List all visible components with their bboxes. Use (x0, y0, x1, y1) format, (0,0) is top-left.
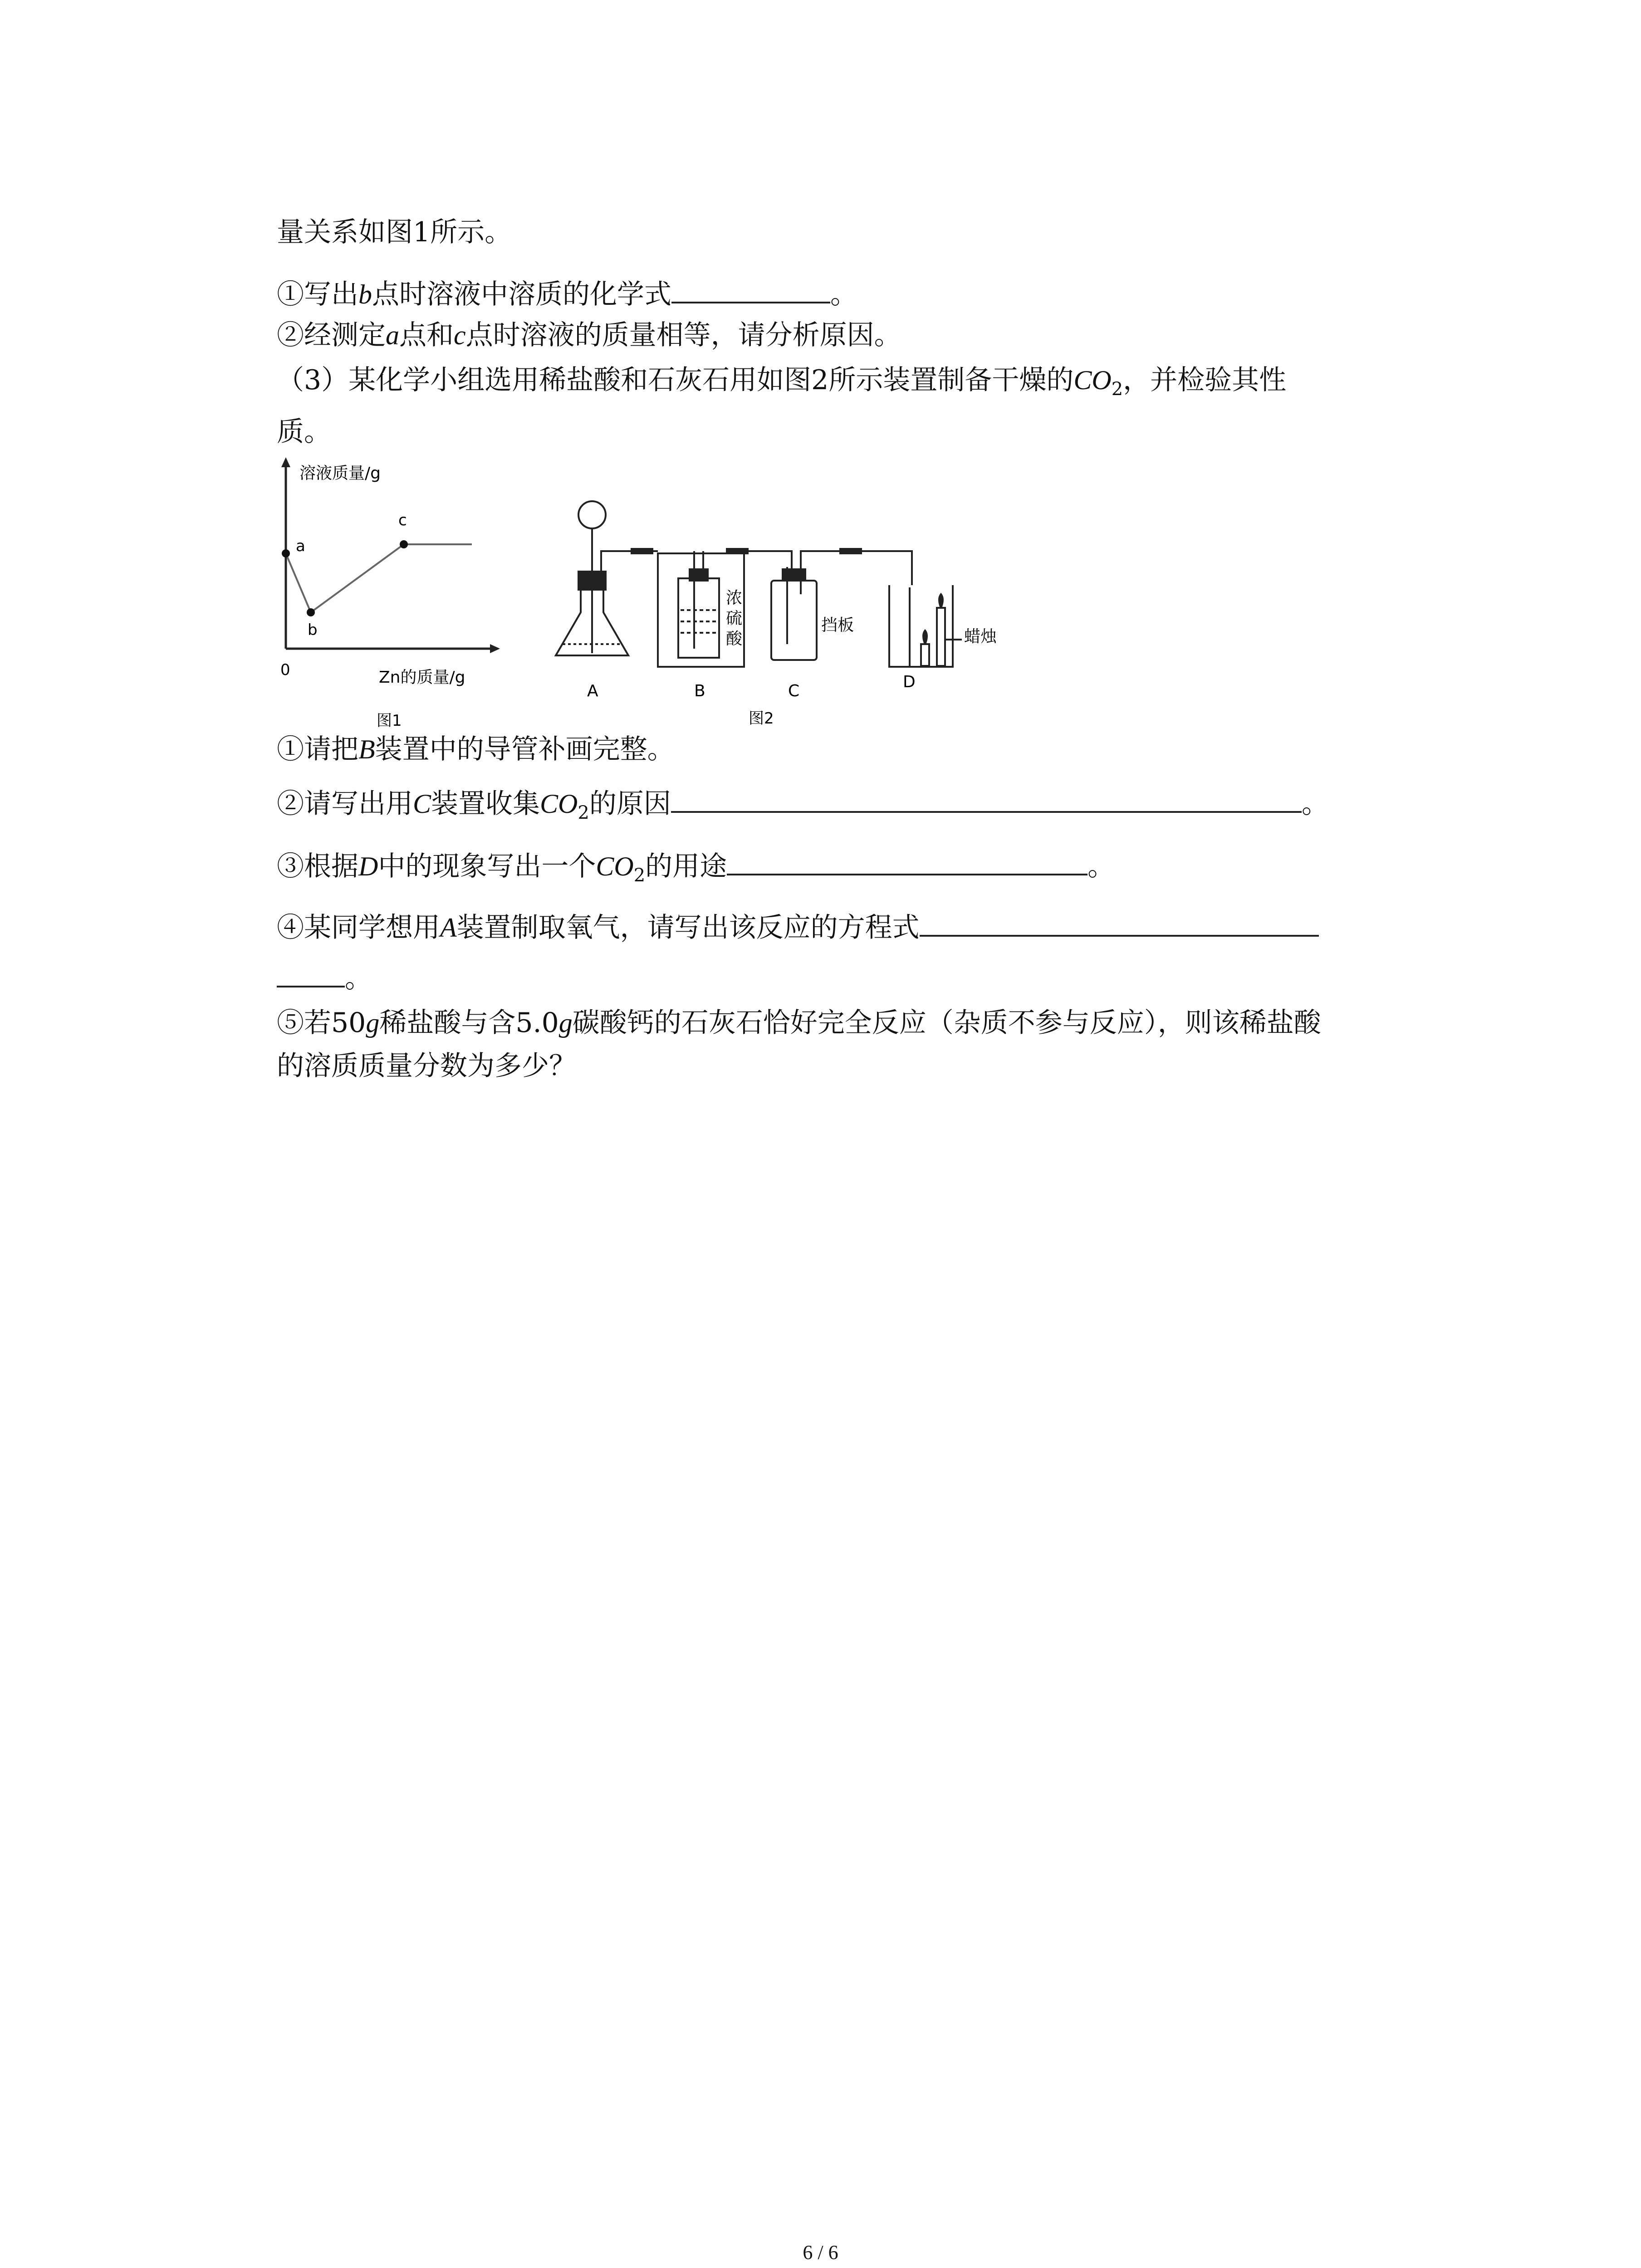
apparatus-c (749, 551, 912, 660)
question-b-formula (277, 275, 857, 313)
question-ac-mass (277, 317, 901, 353)
q-text: ③根据 (277, 850, 358, 882)
number: 50 (331, 1007, 366, 1039)
q-text: ①请把 (277, 733, 358, 765)
q-text: ⑤若 (277, 1007, 331, 1039)
unit-g: g (366, 1008, 380, 1038)
answer-blank[interactable] (277, 959, 345, 987)
sub-question-5 (277, 1005, 1321, 1041)
q-text: （3）某化学小组选用稀盐酸和石灰石用如图2所示装置制备干燥的 (277, 364, 1074, 396)
q-text: ②经测定 (277, 319, 386, 351)
y-axis-label: 溶液质量/g (299, 464, 381, 483)
q-text: 点时溶液的质量相等，请分析原因。 (465, 319, 901, 351)
unit-g: g (558, 1008, 573, 1038)
sub-question-4 (277, 909, 1319, 946)
q-text: 装置制取氧气，请写出该反应的方程式 (456, 912, 920, 943)
point-b-label: b (308, 621, 318, 639)
answer-blank[interactable] (671, 275, 830, 303)
chem-co2: CO (596, 851, 634, 881)
y-axis-arrow (281, 457, 290, 467)
connector-1 (631, 548, 653, 554)
acid-char-3: 酸 (726, 630, 743, 648)
q-text: ④某同学想用 (277, 912, 440, 943)
figure-2-caption: 图2 (749, 709, 774, 728)
subscript: 2 (633, 865, 646, 886)
point-b (307, 608, 315, 616)
var-d: D (358, 851, 378, 881)
sub-question-5-cont (277, 1048, 576, 1084)
period: 。 (345, 963, 372, 994)
label-b: B (694, 682, 705, 700)
sub-question-1 (277, 731, 675, 767)
q-text: 中的现象写出一个 (378, 850, 596, 882)
chem-co2: CO (540, 789, 578, 819)
q-text: 的用途 (645, 850, 727, 882)
apparatus-d (889, 585, 962, 667)
figure-1-caption: 图1 (377, 712, 402, 730)
answer-blank[interactable] (920, 909, 1319, 937)
var-b: B (358, 734, 375, 764)
q-text: 点和 (399, 319, 454, 351)
subscript: 2 (1111, 379, 1123, 400)
number: 5.0 (515, 1007, 559, 1039)
period: 。 (1301, 788, 1329, 820)
point-c-label: c (398, 511, 407, 529)
label-a: A (587, 682, 598, 700)
x-axis-arrow (490, 644, 500, 653)
part-3-intro (277, 362, 1286, 407)
var-a: A (440, 913, 457, 943)
period: 。 (830, 279, 857, 310)
q-text: 碳酸钙的石灰石恰好完全反应（杂质不参与反应），则该稀盐酸 (572, 1007, 1321, 1039)
q-text: 点时溶液中溶质的化学式 (372, 279, 671, 310)
point-a-label: a (296, 537, 305, 555)
q-text: ②请写出用 (277, 788, 413, 820)
text-line-1 (277, 214, 512, 250)
chem-co2: CO (1073, 365, 1112, 395)
q-text: ①写出 (277, 279, 358, 310)
q-text: 的原因 (589, 788, 671, 820)
var-c: C (413, 789, 431, 819)
point-c (400, 540, 408, 548)
figure-2-apparatus (544, 494, 1021, 739)
q-text: 装置中的导管补画完整。 (375, 733, 675, 765)
x-axis-label: Zn的质量/g (379, 668, 465, 687)
origin-label: 0 (280, 661, 290, 679)
point-a (282, 549, 290, 557)
q-text: ，并检验其性 (1123, 364, 1287, 396)
var-c: c (454, 320, 466, 350)
var-a: a (386, 320, 399, 350)
q-text: 稀盐酸与含 (379, 1007, 516, 1039)
sub-question-2 (277, 785, 1329, 831)
var-b: b (358, 279, 372, 309)
label-c: C (788, 682, 800, 700)
q-text: 的溶质质量分数为多少？ (277, 1050, 576, 1082)
page-number: 6 / 6 (803, 2241, 838, 2263)
q-text: 装置收集 (431, 788, 540, 820)
baffle-label: 挡板 (821, 616, 854, 635)
figure-1-graph (268, 454, 522, 735)
sub-question-4-cont (277, 959, 372, 997)
part-3-intro-cont (277, 414, 331, 450)
subscript: 2 (578, 802, 589, 823)
acid-char-2: 硫 (726, 609, 743, 628)
mass-curve (286, 544, 472, 612)
acid-char-1: 浓 (726, 589, 743, 607)
candle-label: 蜡烛 (964, 627, 997, 646)
period: 。 (1087, 850, 1115, 882)
intro-text: 量关系如图1所示。 (277, 216, 512, 248)
answer-blank[interactable] (671, 785, 1302, 813)
sub-question-3 (277, 847, 1115, 894)
label-d: D (903, 673, 916, 691)
answer-blank[interactable] (727, 847, 1087, 875)
q-text: 质。 (277, 416, 331, 448)
apparatus-a (556, 501, 658, 655)
